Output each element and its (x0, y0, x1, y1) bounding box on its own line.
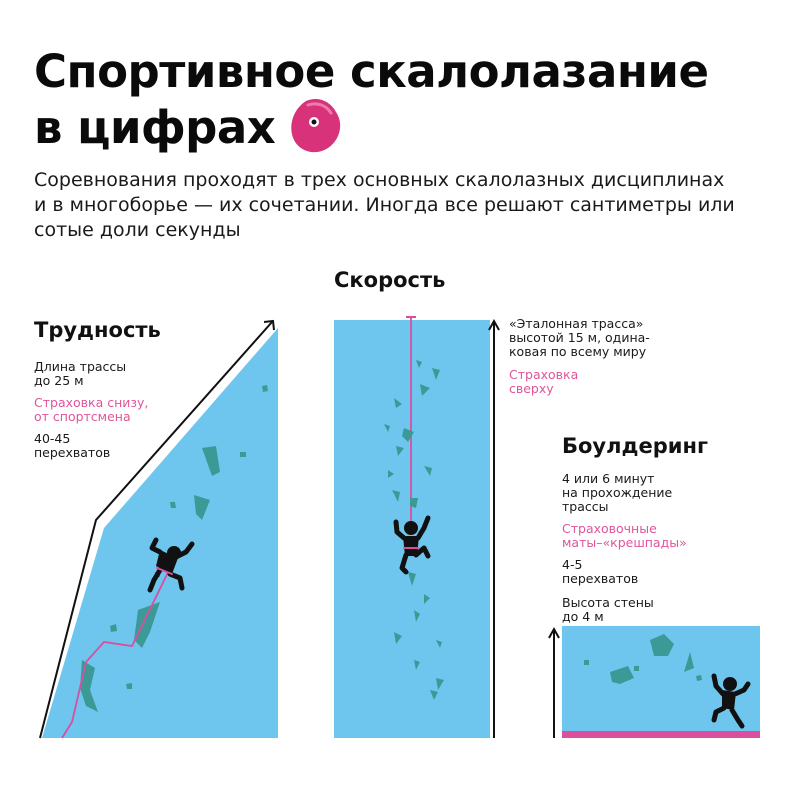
boulder-time-line-2: на прохождение (562, 485, 673, 500)
lead-length-note (34, 360, 126, 388)
lead-length-line-2: до 25 м (34, 373, 84, 388)
boulder-height-line-1: Высота стены (562, 595, 654, 610)
lead-length-line-1: Длина трассы (34, 359, 127, 374)
boulder-moves-line-2: перехватов (562, 571, 639, 586)
speed-route-line-3: ковая по всему миру (509, 344, 647, 359)
crash-pad-mat (562, 731, 760, 738)
speed-belay-line-2: сверху (509, 381, 554, 396)
speed-route-note (509, 317, 650, 359)
boulder-mats-note (562, 522, 687, 550)
lead-belay-line-2: от спортсмена (34, 409, 131, 424)
boulder-height-line-2: до 4 м (562, 609, 604, 624)
title-line-2: в цифрах (34, 101, 276, 154)
intro-line-2: и в многоборье — их сочетании. Иногда все решают сантиметры или (34, 194, 735, 216)
title-line-1: Спортивное скалолазание (34, 45, 709, 98)
speed-belay-line-1: Страховка (509, 367, 579, 382)
boulder-mats-line-1: Страховочные (562, 521, 657, 536)
boulder-wall-group (549, 626, 760, 738)
speed-belay-note (509, 368, 578, 396)
boulder-moves-note (562, 558, 638, 586)
speed-heading: Скорость (334, 268, 446, 292)
lead-moves-line-2: перехватов (34, 445, 111, 460)
lead-belay-line-1: Страховка снизу, (34, 395, 149, 410)
boulder-height-note (562, 596, 654, 624)
speed-wall-group (334, 317, 499, 738)
intro-line-3: сотые доли секунды (34, 219, 241, 241)
lead-moves-line-1: 40-45 (34, 431, 71, 446)
lead-moves-note (34, 432, 110, 460)
lead-belay-note (34, 396, 148, 424)
boulder-time-line-1: 4 или 6 минут (562, 471, 655, 486)
boulder-mats-line-2: маты–«крешпады» (562, 535, 687, 550)
boulder-time-note (562, 472, 672, 514)
lead-heading: Трудность (34, 318, 161, 342)
boulder-time-line-3: трассы (562, 499, 609, 514)
boulder-heading: Боулдеринг (562, 434, 708, 458)
speed-route-line-1: «Эталонная трасса» (509, 316, 644, 331)
boulder-moves-line-1: 4-5 (562, 557, 583, 572)
speed-route-line-2: высотой 15 м, одина- (509, 330, 650, 345)
lead-wall (42, 328, 278, 738)
intro-line-1: Соревнования проходят в трех основных скалолазных дисциплинах (34, 169, 725, 191)
